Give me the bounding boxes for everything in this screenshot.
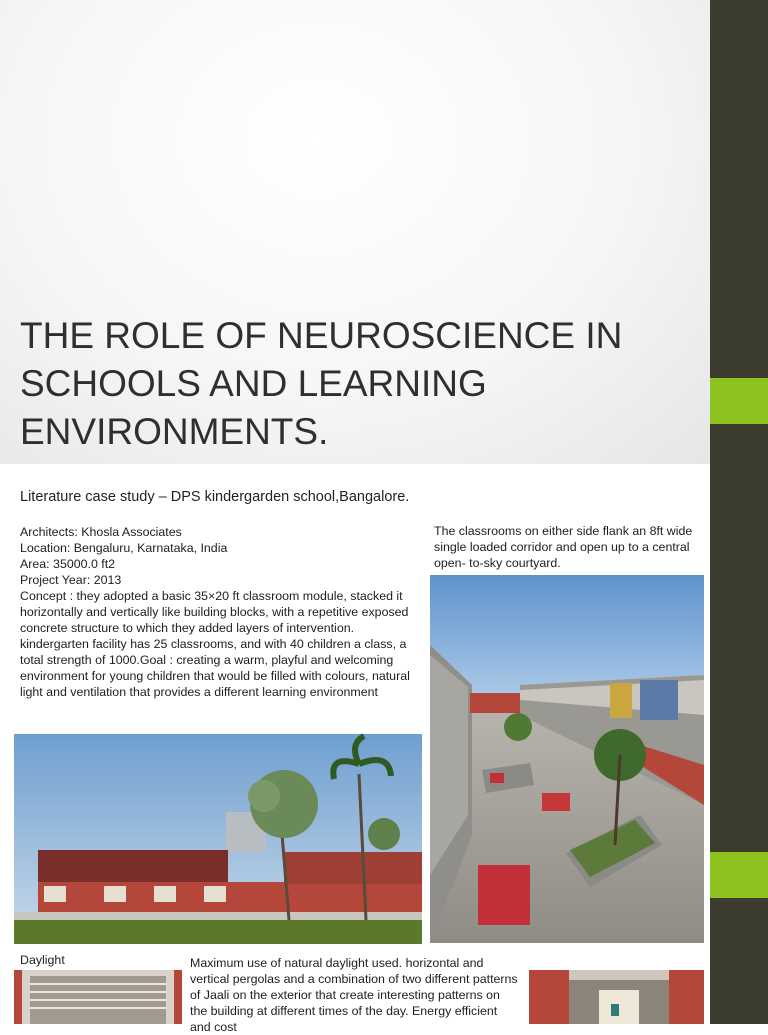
- project-details: [20, 524, 418, 700]
- detail-area: Area: 35000.0 ft2: [20, 557, 116, 571]
- title-line: ENVIRONMENTS.: [20, 411, 329, 452]
- daylight-label: Daylight: [20, 953, 65, 967]
- title-line: THE ROLE OF NEUROSCIENCE IN: [20, 315, 623, 356]
- slide-title: [20, 312, 670, 456]
- corridor-photo: [529, 970, 704, 1024]
- detail-concept: Concept : they adopted a basic 35×20 ft classroom module, stacked it horizontally and vertically like building blocks, with a repetitive exposed concrete structure to which they added layers of intervention. kindergarten facility has 25 classrooms, and with 40 children a class, a total strength of 1000.Goal : creating a warm, playful and welcoming environment for young children that would be filled with colours, natural light and ventilation that provides a different learning environment: [20, 589, 410, 699]
- daylight-pergola-photo: [14, 970, 182, 1024]
- exterior-photo: [14, 734, 422, 944]
- courtyard-photo: [430, 575, 704, 943]
- title-line: SCHOOLS AND LEARNING: [20, 363, 487, 404]
- sidebar-accent-top: [710, 378, 768, 424]
- courtyard-caption: The classrooms on either side flank an 8ft wide single loaded corridor and open up to a central open- to-sky courtyard.: [434, 524, 693, 570]
- detail-year: Project Year: 2013: [20, 573, 122, 587]
- daylight-description: Maximum use of natural daylight used. horizontal and vertical pergolas and a combination of two different patterns of Jaali on the exterior that create interesting patterns on the building at different times of the day. Energy efficient and cost: [190, 956, 518, 1034]
- detail-location: Location: Bengaluru, Karnataka, India: [20, 541, 228, 555]
- sidebar-accent-bottom: [710, 852, 768, 898]
- detail-architects: Architects: Khosla Associates: [20, 525, 182, 539]
- slide-subtitle: Literature case study – DPS kindergarden school,Bangalore.: [20, 489, 410, 505]
